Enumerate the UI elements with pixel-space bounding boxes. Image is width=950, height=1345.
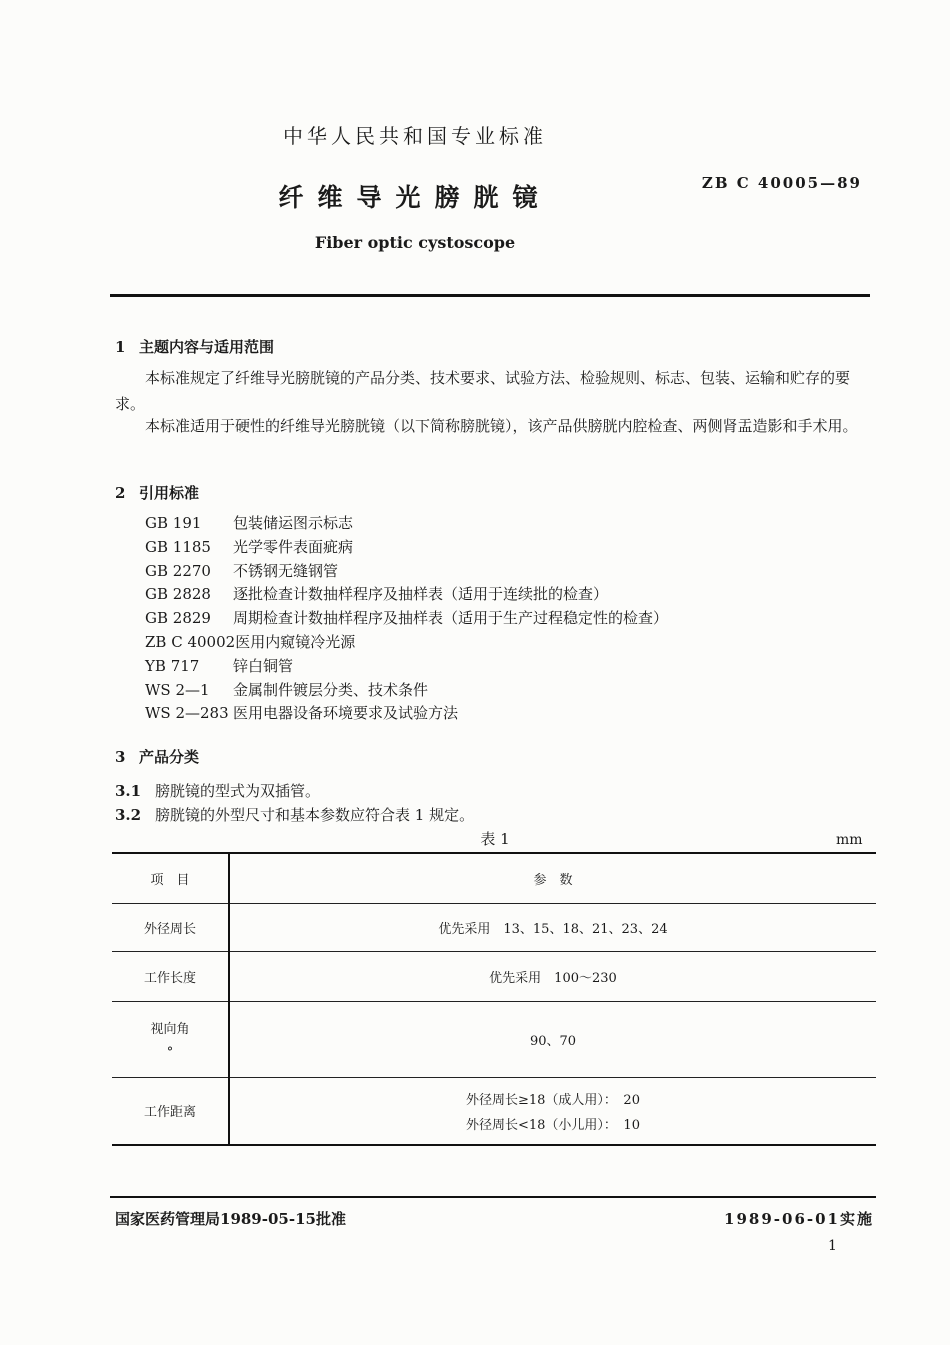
reference-list [145,512,668,726]
reference-item [145,607,668,631]
section-1-paragraph-1: 本标准规定了纤维导光膀胱镜的产品分类、技术要求、试验方法、检验规则、标志、包装、运输和贮存的要求。 [115,369,851,413]
standard-name: 中华人民共和国专业标准 [283,124,547,148]
table-row [112,951,876,1001]
row-item-cell [112,1001,229,1077]
clause-3-2 [115,804,474,825]
clause-3-1-number: 3.1 [115,782,142,800]
reference-name: 金属制件镀层分类、技术条件 [233,680,429,699]
clause-3-1-text: 膀胱镜的型式为双插管。 [155,782,321,800]
reference-code: WS 2—283 [145,704,229,723]
reference-code: WS 2—1 [145,680,210,699]
table-caption: 表 1 [480,830,510,848]
reference-code: GB 2270 [145,561,211,580]
reference-code: ZB C 40002 [145,632,236,651]
row-value: 90、70 [229,1001,876,1077]
reference-item [145,583,668,607]
section-1-number: 1 [115,338,126,356]
reference-name: 锌白铜管 [233,656,294,675]
reference-name: 不锈钢无缝钢管 [233,561,339,580]
reference-code: GB 2828 [145,585,211,604]
section-1-heading [115,336,274,357]
row-value: 优先采用 100～230 [229,951,876,1001]
section-1-title: 主题内容与适用范围 [139,338,275,356]
reference-name: 逐批检查计数抽样程序及抽样表（适用于连续批的检查） [233,585,609,604]
reference-code: GB 2829 [145,609,211,628]
reference-item [145,536,668,560]
page-number: 1 [828,1238,837,1254]
section-3-number: 3 [115,748,126,766]
reference-item [145,631,668,655]
reference-name: 周期检查计数抽样程序及抽样表（适用于生产过程稳定性的检查） [233,609,669,628]
approval-statement: 国家医药管理局1989-05-15批准 [115,1210,346,1228]
table-unit: mm [836,832,863,848]
reference-code: GB 191 [145,514,202,532]
reference-code: YB 717 [145,656,200,675]
row-item: 外径周长 [112,903,229,951]
section-3-title: 产品分类 [139,748,200,766]
row-item: 视向角 [150,1022,190,1037]
header-item: 项 目 [112,853,229,903]
reference-item [145,679,668,703]
row-value: 优先采用 13、15、18、21、23、24 [229,903,876,951]
row-value-line-1: 外径周长≥18（成人用）： 20 [466,1092,640,1108]
document-title-en: Fiber optic cystoscope [314,233,516,252]
section-2-heading [115,482,199,503]
table-row [112,1001,876,1077]
table-row [112,1077,876,1145]
table-header-row [112,853,876,903]
reference-item [145,560,668,584]
reference-name: 光学零件表面疵病 [233,537,354,556]
table-row [112,903,876,951]
parameter-table [112,852,876,1146]
reference-item [145,702,668,726]
reference-item [145,512,668,536]
row-value-line-2: 外径周长<18（小儿用）： 10 [466,1117,640,1133]
footer-divider [110,1196,876,1198]
reference-name: 医用电器设备环境要求及试验方法 [233,704,459,723]
reference-name: 医用内窥镜冷光源 [235,632,356,651]
reference-code: GB 1185 [145,537,211,556]
row-item-unit: ° [166,1045,174,1060]
row-item: 工作距离 [112,1077,229,1145]
header-divider [110,294,870,297]
section-2-title: 引用标准 [139,484,200,502]
section-1-paragraph-2: 本标准适用于硬性的纤维导光膀胱镜（以下简称膀胱镜），该产品供膀胱内腔检查、两侧肾盂造影和手术用。 [145,417,858,435]
reference-name: 包装储运图示标志 [233,514,354,532]
document-title-cn: 纤维导光膀胱镜 [278,183,552,212]
clause-3-2-number: 3.2 [115,806,142,824]
section-3-heading [115,746,199,767]
section-2-number: 2 [115,484,126,502]
row-item: 工作长度 [112,951,229,1001]
standard-code: ZB C 40005—89 [701,174,862,192]
row-value-cell [229,1077,876,1145]
header-parameter: 参 数 [229,853,876,903]
reference-item [145,655,668,679]
implementation-date: 1989-06-01实施 [724,1210,874,1228]
clause-3-1 [115,780,320,801]
clause-3-2-text: 膀胱镜的外型尺寸和基本参数应符合表 1 规定。 [155,806,475,824]
